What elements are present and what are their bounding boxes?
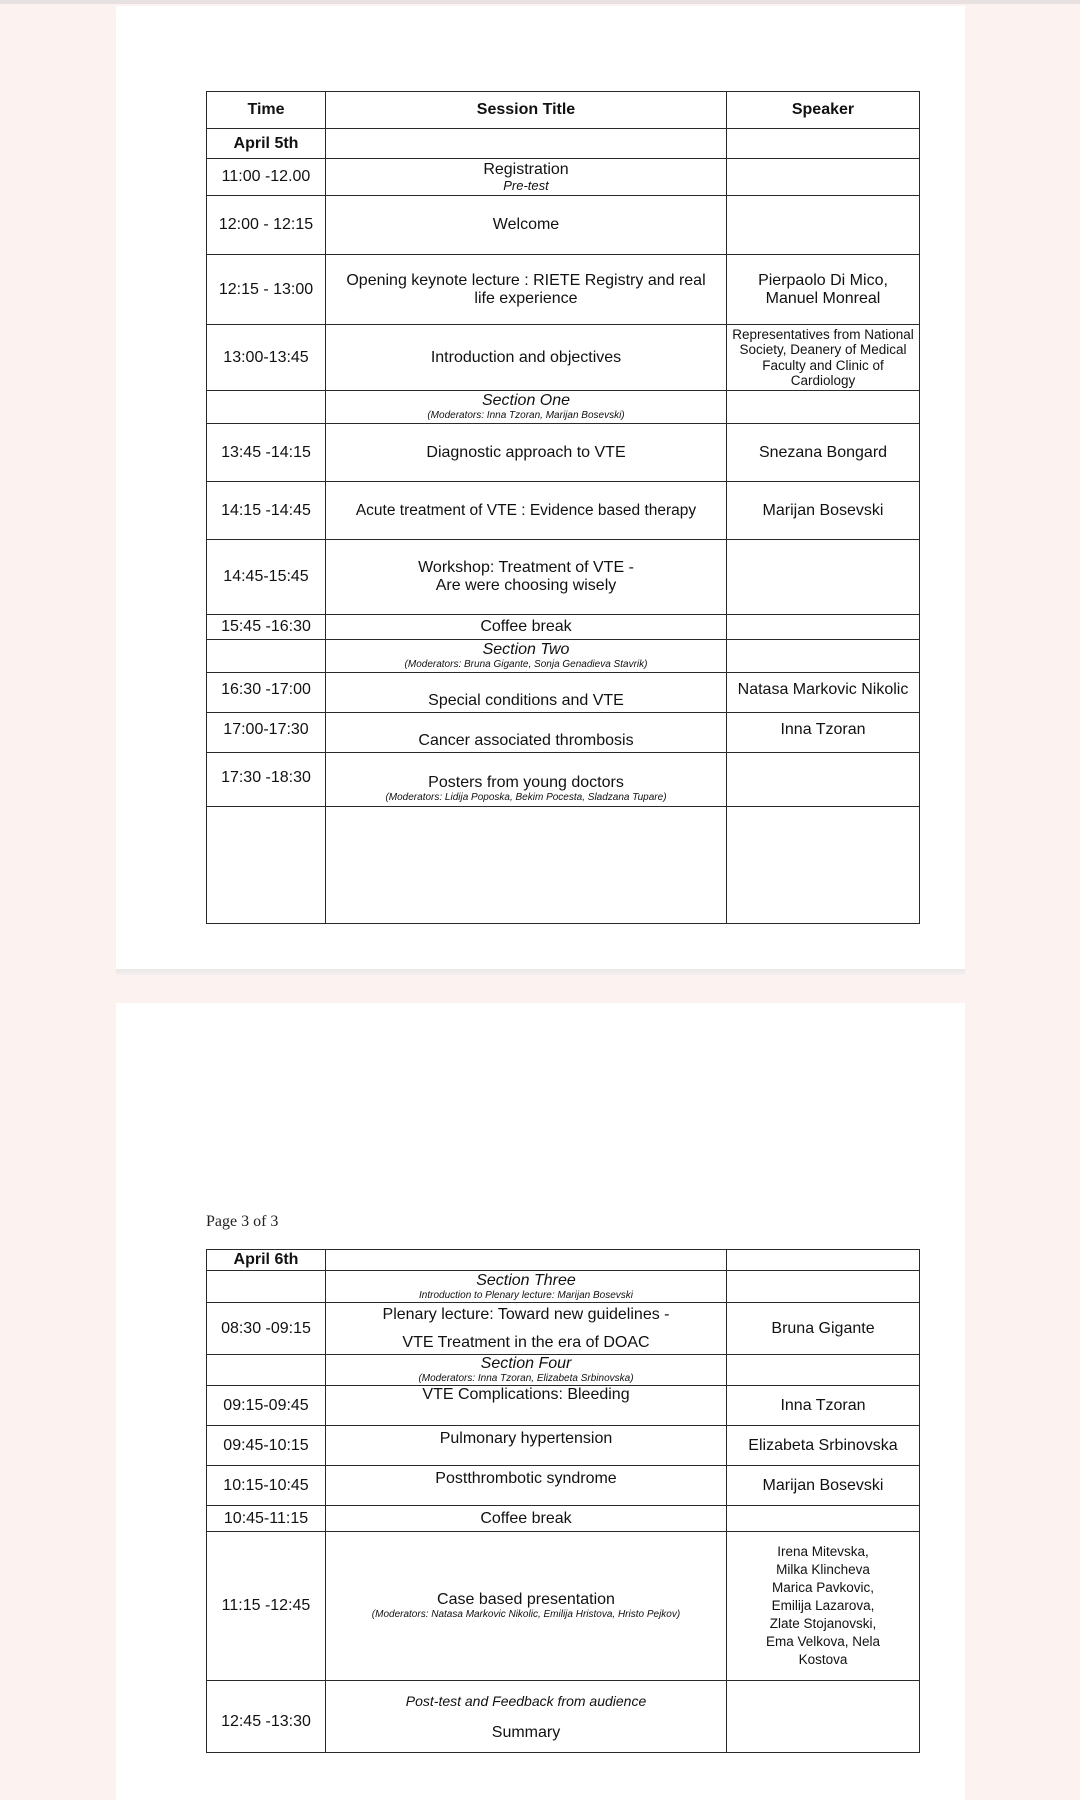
session-time: 09:45-10:15 xyxy=(207,1426,326,1466)
session-speaker xyxy=(727,1681,920,1753)
session-speaker: Bruna Gigante xyxy=(727,1303,920,1355)
session-speaker xyxy=(727,540,920,615)
table-row xyxy=(207,424,920,482)
date-row xyxy=(207,129,920,159)
table-row xyxy=(207,159,920,196)
session-title: Diagnostic approach to VTE xyxy=(326,424,727,482)
session-title: Cancer associated thrombosis xyxy=(326,713,727,753)
session-title: Post-test and Feedback from audience Summary xyxy=(326,1681,727,1753)
session-speaker: Snezana Bongard xyxy=(727,424,920,482)
session-title: Workshop: Treatment of VTE - Are were choosing wisely xyxy=(326,540,727,615)
table-row xyxy=(207,325,920,391)
session-title: Coffee break xyxy=(326,1506,727,1532)
section-heading: Section Three Introduction to Plenary lecture: Marijan Bosevski xyxy=(326,1271,727,1303)
section-row xyxy=(207,391,920,424)
document-page-2 xyxy=(116,1003,965,1800)
session-note: Pre-test xyxy=(503,178,549,193)
section-heading: Section Two (Moderators: Bruna Gigante, Sonja Genadieva Stavrik) xyxy=(326,640,727,673)
header-session-title: Session Title xyxy=(326,92,727,129)
session-time: 14:45-15:45 xyxy=(207,540,326,615)
page-number-label: Page 3 of 3 xyxy=(206,1213,279,1230)
session-title: Pulmonary hypertension xyxy=(326,1426,727,1466)
session-speaker: Inna Tzoran xyxy=(727,713,920,753)
session-time: 13:45 -14:15 xyxy=(207,424,326,482)
session-title: Plenary lecture: Toward new guidelines - VTE Treatment in the era of DOAC xyxy=(326,1303,727,1355)
session-title: VTE Complications: Bleeding xyxy=(326,1386,727,1426)
session-time: 10:45-11:15 xyxy=(207,1506,326,1532)
window-top-edge xyxy=(0,0,1080,4)
date-label: April 6th xyxy=(207,1250,326,1271)
table-header-row xyxy=(207,92,920,129)
table-row xyxy=(207,615,920,640)
schedule-table-day-2 xyxy=(206,1249,920,1753)
section-heading: Section One (Moderators: Inna Tzoran, Marijan Bosevski) xyxy=(326,391,727,424)
session-title: Acute treatment of VTE : Evidence based therapy xyxy=(326,482,727,540)
header-speaker: Speaker xyxy=(727,92,920,129)
session-speaker xyxy=(727,196,920,255)
session-speaker xyxy=(727,159,920,196)
session-title: Postthrombotic syndrome xyxy=(326,1466,727,1506)
session-title: Coffee break xyxy=(326,615,727,640)
session-speaker xyxy=(727,1506,920,1532)
session-speaker: Marijan Bosevski xyxy=(727,1466,920,1506)
session-time: 14:15 -14:45 xyxy=(207,482,326,540)
table-row xyxy=(207,753,920,807)
date-row xyxy=(207,1250,920,1271)
session-time: 12:15 - 13:00 xyxy=(207,255,326,325)
session-title: Introduction and objectives xyxy=(326,325,727,391)
session-title: Registration Pre-test xyxy=(326,159,727,196)
section-moderators: (Moderators: Inna Tzoran, Elizabeta Srbinovska) xyxy=(418,1373,634,1384)
table-row xyxy=(207,196,920,255)
date-label: April 5th xyxy=(207,129,326,159)
session-title: Special conditions and VTE xyxy=(326,673,727,713)
session-speaker: Marijan Bosevski xyxy=(727,482,920,540)
session-speaker: Elizabeta Srbinovska xyxy=(727,1426,920,1466)
section-heading: Section Four (Moderators: Inna Tzoran, Elizabeta Srbinovska) xyxy=(326,1355,727,1386)
session-moderators: (Moderators: Natasa Markovic Nikolic, Emilija Hristova, Hristo Pejkov) xyxy=(371,1609,681,1620)
session-time: 13:00-13:45 xyxy=(207,325,326,391)
session-speaker xyxy=(727,615,920,640)
session-speaker: Inna Tzoran xyxy=(727,1386,920,1426)
section-row xyxy=(207,1355,920,1386)
table-row xyxy=(207,482,920,540)
session-speaker: Representatives from National Society, Deanery of Medical Faculty and Clinic of Cardiology xyxy=(727,325,920,391)
header-time: Time xyxy=(207,92,326,129)
session-speaker: Pierpaolo Di Mico, Manuel Monreal xyxy=(727,255,920,325)
session-time: 12:00 - 12:15 xyxy=(207,196,326,255)
table-row xyxy=(207,255,920,325)
session-moderators: (Moderators: Lidija Poposka, Bekim Pocesta, Sladzana Tupare) xyxy=(385,792,667,803)
session-time: 08:30 -09:15 xyxy=(207,1303,326,1355)
document-page-1 xyxy=(116,6,965,969)
section-row xyxy=(207,640,920,673)
page-separator xyxy=(116,969,965,975)
session-time: 17:30 -18:30 xyxy=(207,753,326,807)
session-time: 16:30 -17:00 xyxy=(207,673,326,713)
session-speaker: Irena Mitevska, Milka Klincheva Marica Pavkovic, Emilija Lazarova, Zlate Stojanovski, Ema Velkova, Nela Kostova xyxy=(727,1532,920,1681)
table-row xyxy=(207,1681,920,1753)
section-intro: Introduction to Plenary lecture: Marijan Bosevski xyxy=(419,1289,633,1301)
session-time: 17:00-17:30 xyxy=(207,713,326,753)
session-speaker: Natasa Markovic Nikolic xyxy=(727,673,920,713)
session-title: Opening keynote lecture : RIETE Registry and real life experience xyxy=(326,255,727,325)
session-time: 11:15 -12:45 xyxy=(207,1532,326,1681)
table-row xyxy=(207,1426,920,1466)
table-row xyxy=(207,1466,920,1506)
session-speaker xyxy=(727,753,920,807)
session-title: Case based presentation (Moderators: Natasa Markovic Nikolic, Emilija Hristova, Hristo Pejkov) xyxy=(326,1532,727,1681)
table-row xyxy=(207,713,920,753)
session-title: Posters from young doctors (Moderators: Lidija Poposka, Bekim Pocesta, Sladzana Tupare) xyxy=(326,753,727,807)
section-moderators: (Moderators: Inna Tzoran, Marijan Bosevski) xyxy=(427,410,625,421)
table-row xyxy=(207,1303,920,1355)
session-time: 09:15-09:45 xyxy=(207,1386,326,1426)
session-title: Welcome xyxy=(326,196,727,255)
section-moderators: (Moderators: Bruna Gigante, Sonja Genadieva Stavrik) xyxy=(404,659,648,670)
empty-row xyxy=(207,807,920,924)
table-row xyxy=(207,1532,920,1681)
table-row xyxy=(207,540,920,615)
session-time: 10:15-10:45 xyxy=(207,1466,326,1506)
table-row xyxy=(207,673,920,713)
section-row xyxy=(207,1271,920,1303)
session-time: 11:00 -12.00 xyxy=(207,159,326,196)
session-time: 12:45 -13:30 xyxy=(207,1681,326,1753)
table-row xyxy=(207,1386,920,1426)
schedule-table-day-1 xyxy=(206,91,920,924)
table-row xyxy=(207,1506,920,1532)
session-time: 15:45 -16:30 xyxy=(207,615,326,640)
